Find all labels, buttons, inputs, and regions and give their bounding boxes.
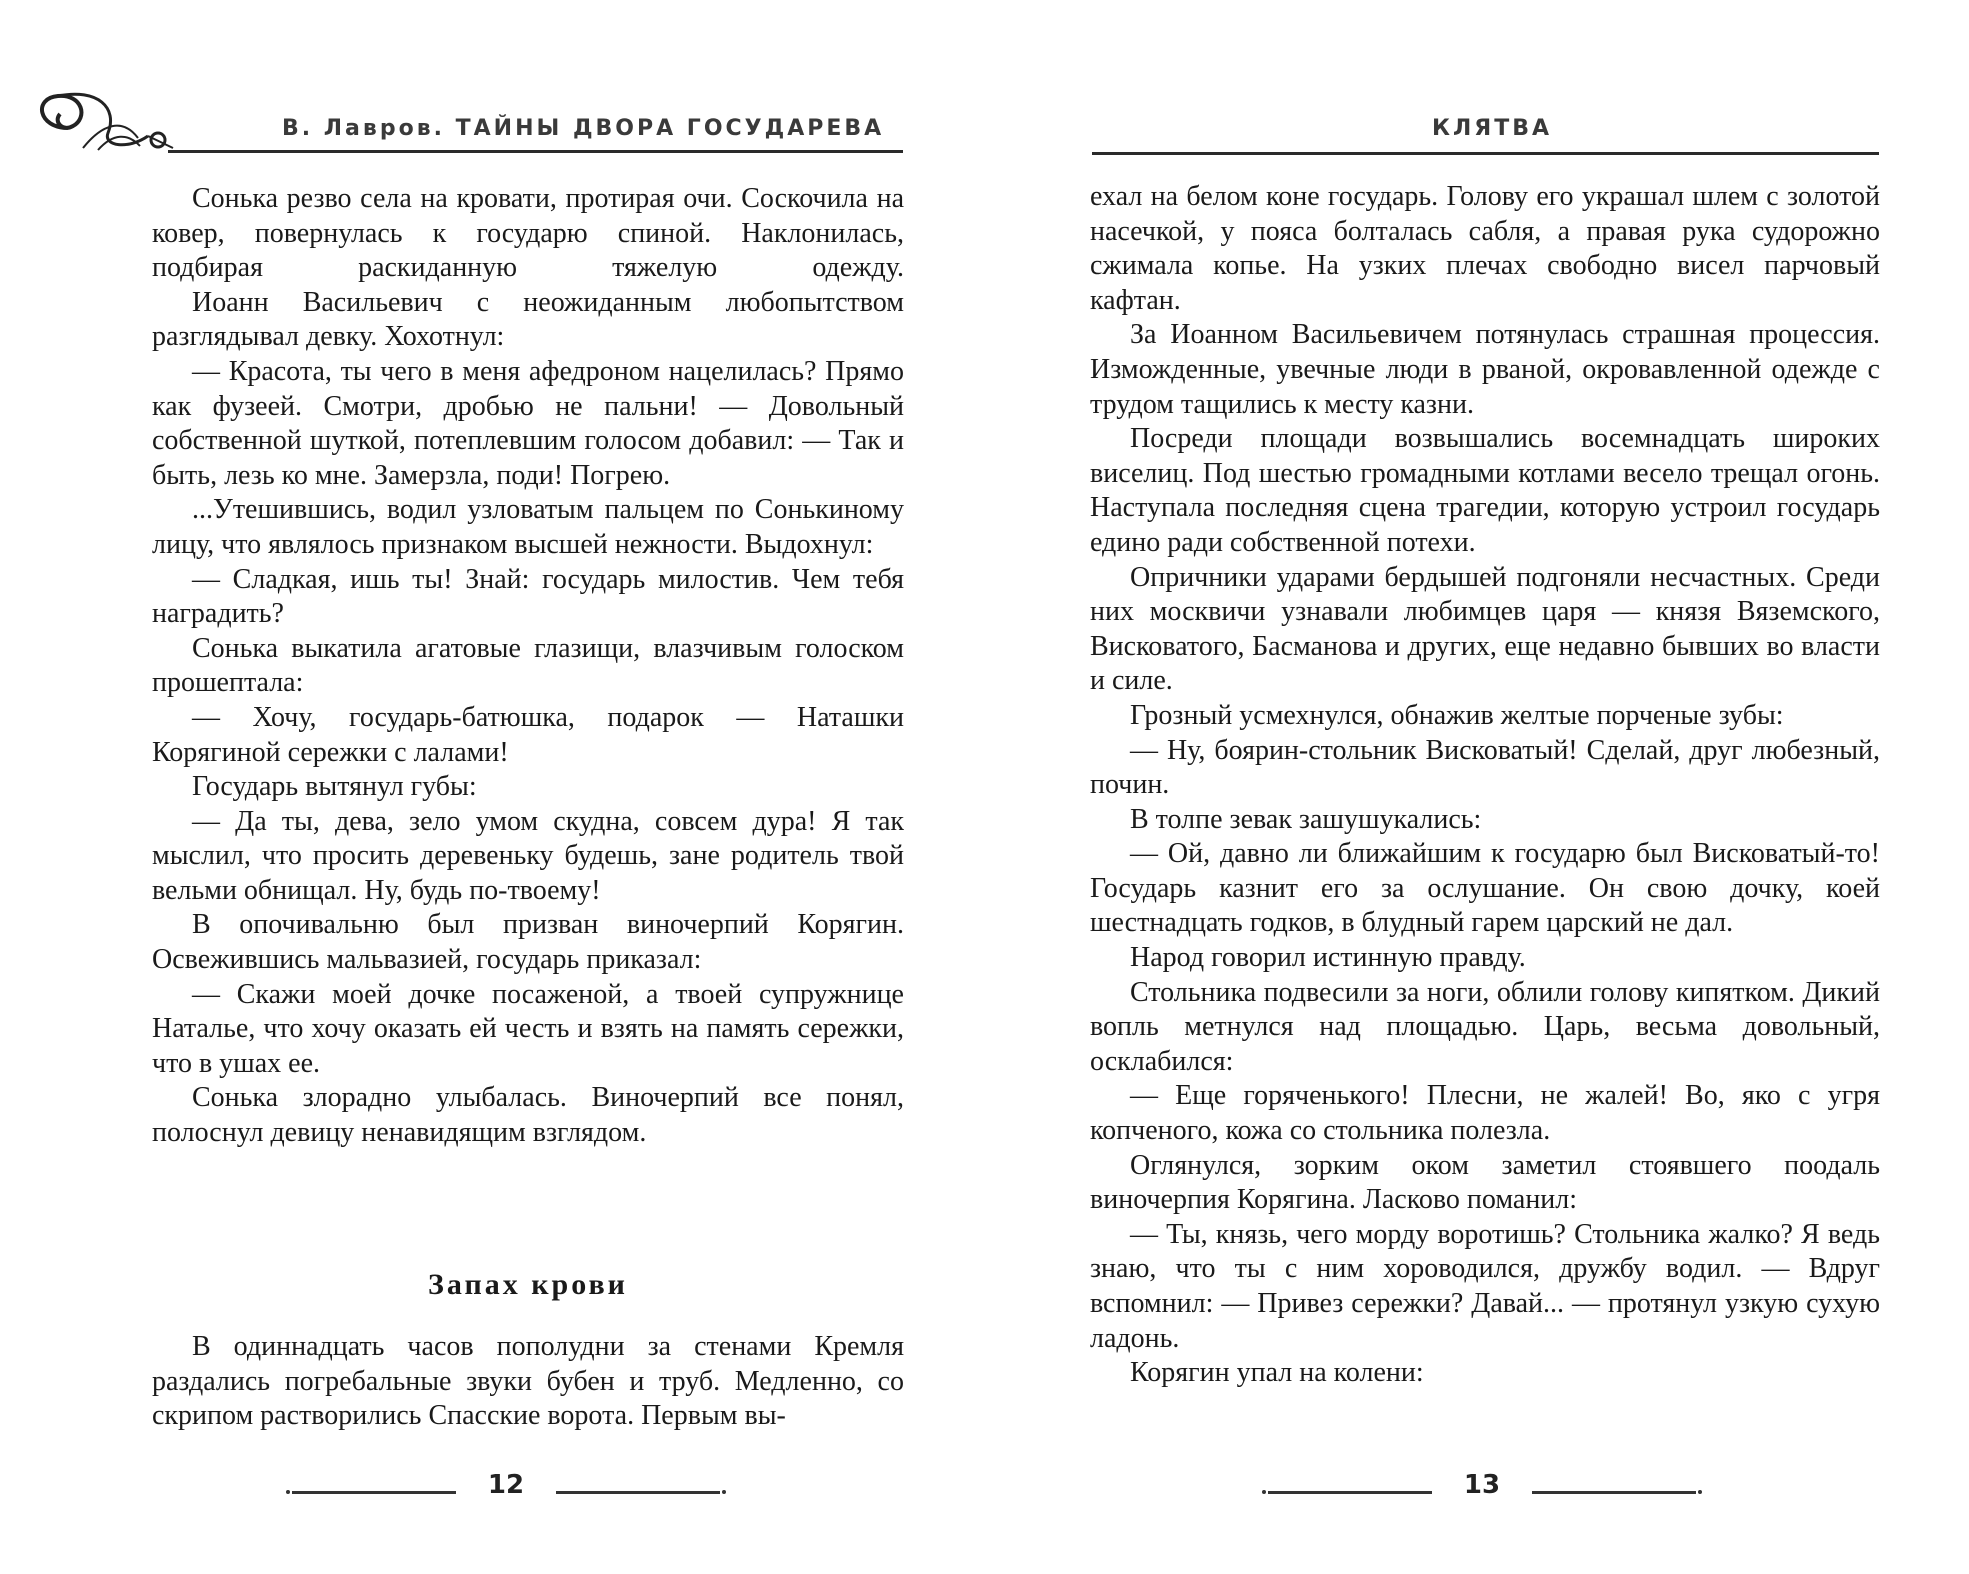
running-header-left: В. Лавров. ТАЙНЫ ДВОРА ГОСУДАРЕВА — [282, 116, 885, 141]
paragraph: Грозный усмехнулся, обнажив желтые порченые зубы: — [1130, 699, 1784, 731]
right-body-text — [1090, 180, 1880, 1391]
footer-rule — [1268, 1491, 1432, 1494]
paragraph: В опочивальню был призван виночерпий Корягин. Освежившись мальвазией, государь приказал: — [152, 909, 904, 976]
paragraph: — Хочу, государь-батюшка, подарок — Наташки Корягиной сережки с лалами! — [152, 701, 904, 768]
paragraph: — Красота, ты чего в меня афедроном нацелилась? Прямо как фузеей. Смотри, дробью не пальни! — Довольный собственной шуткой, потеплевшим голосом добавил: — Так и быть, лезь ко мне. Замерзла, поди! Погрею. — [152, 355, 904, 491]
paragraph: Сонька резво села на кровати, протирая очи. Соскочила на ковер, повернулась к государю спиной. Наклонилась, подбирая раскиданную тяжелую одежду. — [152, 183, 904, 284]
paragraph: ехал на белом коне государь. Голову его украшал шлем с золотой насечкой, у пояса болталась сабля, а правая рука судорожно сжимала копье. На узких плечах свободно висел парчовый кафтан. — [1090, 181, 1880, 316]
paragraph: — Сладкая, ишь ты! Знай: государь милостив. Чем тебя наградить? — [152, 563, 904, 630]
footer-rule — [1532, 1491, 1696, 1494]
paragraph: — Еще горяченького! Плесни, не жалей! Во, яко с угря копченого, кожа со стольника полезла. — [1090, 1080, 1880, 1147]
paragraph: За Иоанном Васильевичем потянулась страшная процессия. Изможденные, увечные люди в рваной, окровавленной одежде с трудом тащились к месту казни. — [1090, 319, 1880, 420]
paragraph: Сонька злорадно улыбалась. Виночерпий все понял, полоснул девицу ненавидящим взглядом. — [152, 1082, 904, 1149]
paragraph: — Ой, давно ли ближайшим к государю был Висковатый-то! Государь казнит его за ослушание. Он свою дочку, коей шестнадцать годков, в блудный гарем царский не дал. — [1090, 838, 1880, 939]
paragraph: В одиннадцать часов пополудни за стенами Кремля раздались погребальные звуки бубен и труб. Медленно, со скрипом растворились Спасские ворота. Первым вы- — [152, 1331, 904, 1432]
header-rule-right — [1092, 152, 1879, 155]
paragraph: — Ты, князь, чего морду воротишь? Стольника жалко? Я ведь знаю, что ты с ним хороводился, дружбу водил. — Вдруг вспомнил: — Привез сережки? Давай... — протянул узкую сухую ладонь. — [1090, 1218, 1880, 1354]
page-footer-right — [1262, 1470, 1702, 1510]
paragraph: — Да ты, дева, зело умом скудна, совсем дура! Я так мыслил, что просить деревеньку будешь, зане родитель твой вельми обнищал. Ну, будь по-твоему! — [152, 805, 904, 906]
footer-dot — [1698, 1490, 1702, 1494]
page-number: 12 — [487, 1470, 525, 1500]
paragraph: Опричники ударами бердышей подгоняли несчастных. Среди них москвичи узнавали любимцев царя — князя Вяземского, Висковатого, Басманова и других, еще недавно бывших во власти и силе. — [1090, 561, 1880, 697]
paragraph: Иоанн Васильевич с неожиданным любопытством разглядывал девку. Хохотнул: — [152, 286, 904, 353]
paragraph: Оглянулся, зорким оком заметил стоявшего поодаль виночерпия Корягина. Ласково поманил: — [1090, 1149, 1880, 1216]
page-number: 13 — [1463, 1470, 1501, 1500]
paragraph: Посреди площади возвышались восемнадцать широких виселиц. Под шестью громадными котлами весело трещал огонь. Наступала последняя сцена трагедии, которую устроил государь едино ради собственной потехи. — [1090, 423, 1880, 558]
paragraph: ...Утешившись, водил узловатым пальцем по Сонькиному лицу, что являлось признаком высшей нежности. Выдохнул: — [152, 494, 904, 560]
paragraph: Корягин упал на колени: — [1130, 1357, 1424, 1389]
paragraph: Сонька выкатила агатовые глазищи, влазчивым голоском прошептала: — [152, 632, 904, 699]
paragraph: Государь вытянул губы: — [192, 771, 477, 803]
paragraph: Народ говорил истинную правду. — [1130, 942, 1526, 974]
paragraph: — Скажи моей дочке посаженой, а твоей супружнице Наталье, что хочу оказать ей честь и взять на память сережки, что в ушах ее. — [152, 978, 904, 1079]
footer-dot — [1262, 1490, 1266, 1494]
paragraph: В толпе зевак зашушукались: — [1130, 803, 1482, 835]
paragraph: Стольника подвесили за ноги, облили голову кипятком. Дикий вопль метнулся над площадью. Царь, весьма довольный, осклабился: — [1090, 976, 1880, 1077]
running-header-right: КЛЯТВА — [1432, 116, 1552, 141]
paragraph: — Ну, боярин-стольник Висковатый! Сделай, друг любезный, почин. — [1090, 734, 1880, 801]
section-heading: Запах крови — [428, 1268, 628, 1301]
